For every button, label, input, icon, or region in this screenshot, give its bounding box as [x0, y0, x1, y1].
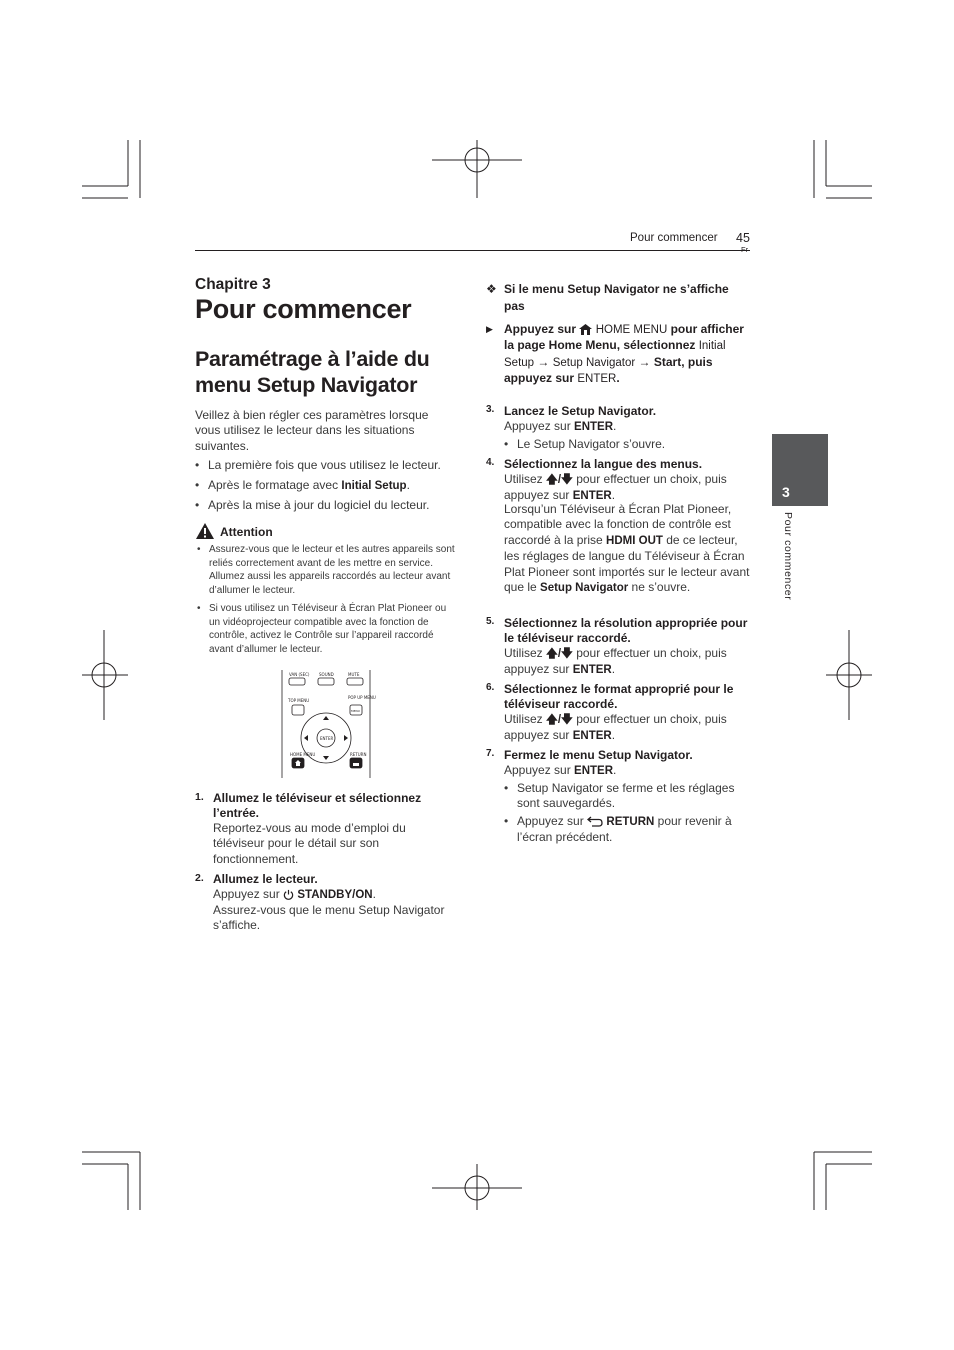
up-down-arrows-icon: 🡅/🡇: [546, 648, 573, 660]
remote-label-popup-menu: POP UP MENU: [348, 695, 376, 700]
remote-label-vanish: VAN (SEC): [289, 672, 310, 677]
chapter-tab-label: Pour commencer: [782, 512, 794, 601]
remote-label-home-menu: HOME MENU: [290, 752, 316, 757]
attention-heading: Attention: [220, 525, 273, 539]
chapter-title: Pour commencer: [195, 294, 412, 324]
intro-paragraph: Veillez à bien régler ces paramètres lorsque vous utilisez le lecteur dans les situations suivantes.: [195, 408, 429, 453]
remote-label-sound: SOUND: [319, 672, 334, 677]
chapter-tab-number: 3: [782, 484, 790, 500]
header-rule: [195, 250, 750, 251]
remote-label-mute: MUTE: [348, 672, 360, 677]
up-down-arrows-icon: 🡅/🡇: [546, 714, 573, 726]
home-icon: [579, 324, 592, 335]
remote-label-return: RETURN: [350, 752, 367, 757]
power-icon: [283, 889, 294, 900]
warning-icon: [195, 522, 215, 540]
chapter-label: Chapitre 3: [195, 276, 271, 293]
remote-label-enter: ENTER: [320, 736, 334, 741]
running-header-section: Pour commencer: [630, 232, 718, 244]
remote-control-illustration: [280, 670, 376, 778]
triangle-bullet-icon: ▶: [486, 324, 493, 334]
up-down-arrows-icon: 🡅/🡇: [546, 474, 573, 486]
return-icon: [587, 816, 603, 827]
section-title: Paramétrage à l’aide du menu Setup Navigator: [195, 347, 430, 397]
remote-label-top-menu: TOP MENU: [288, 698, 310, 703]
page-number: 45: [736, 231, 750, 245]
diamond-bullet-icon: ❖: [486, 282, 497, 296]
chapter-tab: [772, 434, 828, 506]
remote-label-menu: MENU: [351, 709, 360, 713]
